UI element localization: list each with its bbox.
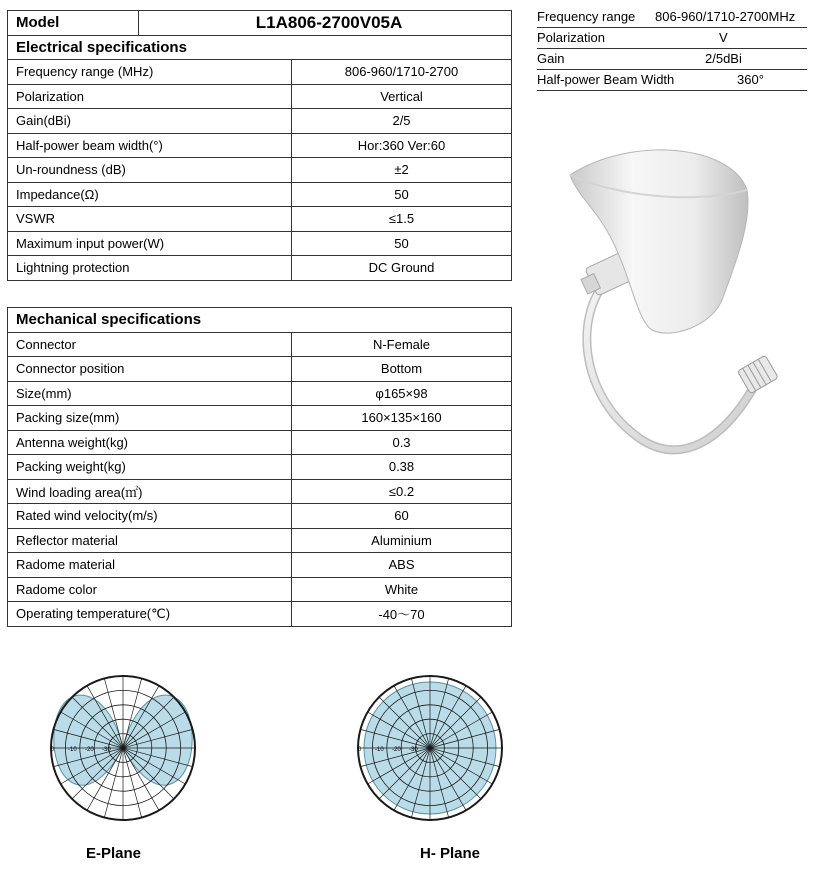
- antenna-product-image: [552, 140, 782, 480]
- spec-label: Connector: [8, 332, 292, 357]
- spec-label: Antenna weight(kg): [8, 430, 292, 455]
- electrical-header-row: [8, 35, 512, 60]
- mechanical-spec-row: [8, 479, 512, 504]
- electrical-spec-row: [8, 133, 512, 158]
- mechanical-spec-row: [8, 332, 512, 357]
- spec-label: Half-power beam width(°): [8, 133, 292, 158]
- electrical-spec-row: [8, 207, 512, 232]
- spec-value: 2/5: [292, 109, 512, 134]
- spec-label: Operating temperature(℃): [8, 602, 292, 627]
- spec-value: White: [292, 577, 512, 602]
- mechanical-header-row: [8, 308, 512, 333]
- spec-value: Aluminium: [292, 528, 512, 553]
- spec-value: 160×135×160: [292, 406, 512, 431]
- spec-value: 0.3: [292, 430, 512, 455]
- spec-label: Impedance(Ω): [8, 182, 292, 207]
- spec-label: Size(mm): [8, 381, 292, 406]
- polar-tick-label: -30: [102, 747, 111, 753]
- electrical-spec-row: [8, 84, 512, 109]
- summary-value: 806-960/1710-2700MHz: [655, 9, 796, 24]
- e-plane-pattern-diagram: [48, 673, 198, 823]
- spec-value: 50: [292, 231, 512, 256]
- spec-label: Gain(dBi): [8, 109, 292, 134]
- spec-value: ABS: [292, 553, 512, 578]
- summary-label: Gain: [537, 51, 565, 66]
- spec-value: DC Ground: [292, 256, 512, 281]
- electrical-spec-row: [8, 182, 512, 207]
- spec-label: Un-roundness (dB): [8, 158, 292, 183]
- spec-value: ±2: [292, 158, 512, 183]
- spec-value: ≤0.2: [292, 479, 512, 504]
- polar-tick-label: -10: [68, 747, 77, 753]
- spec-label: Frequency range (MHz): [8, 60, 292, 85]
- polar-tick-label: -30: [409, 747, 418, 753]
- mechanical-spec-row: [8, 357, 512, 382]
- e-plane-label: E-Plane: [86, 845, 142, 862]
- spec-label: Packing weight(kg): [8, 455, 292, 480]
- mechanical-section-title: Mechanical specifications: [8, 308, 512, 333]
- mechanical-spec-row: [8, 504, 512, 529]
- spec-value: Vertical: [292, 84, 512, 109]
- electrical-spec-row: [8, 60, 512, 85]
- mechanical-spec-row: [8, 553, 512, 578]
- model-label: Model: [8, 11, 139, 36]
- spec-label: Rated wind velocity(m/s): [8, 504, 292, 529]
- spec-label: Radome color: [8, 577, 292, 602]
- mechanical-spec-row: [8, 602, 512, 627]
- spec-label: Wind loading area(㎡): [8, 479, 292, 504]
- mechanical-spec-row: [8, 528, 512, 553]
- polar-tick-label: -10: [375, 747, 384, 753]
- polar-tick-label: 0: [358, 747, 362, 753]
- h-plane-pattern-diagram: [355, 673, 505, 823]
- spec-label: Polarization: [8, 84, 292, 109]
- model-number: L1A806-2700V05A: [139, 11, 512, 36]
- spec-value: 806-960/1710-2700: [292, 60, 512, 85]
- spec-value: φ165×98: [292, 381, 512, 406]
- spec-value: Hor:360 Ver:60: [292, 133, 512, 158]
- electrical-section-title: Electrical specifications: [8, 35, 512, 60]
- spec-label: Maximum input power(W): [8, 231, 292, 256]
- spec-label: Packing size(mm): [8, 406, 292, 431]
- summary-row: [537, 49, 807, 70]
- electrical-spec-table: [7, 10, 512, 281]
- summary-label: Polarization: [537, 30, 605, 45]
- spec-value: 0.38: [292, 455, 512, 480]
- electrical-spec-row: [8, 256, 512, 281]
- spec-value: Bottom: [292, 357, 512, 382]
- electrical-spec-row: [8, 109, 512, 134]
- summary-row: [537, 28, 807, 49]
- spec-label: Reflector material: [8, 528, 292, 553]
- mechanical-spec-table: [7, 307, 512, 627]
- spec-value: -40～70: [292, 602, 512, 627]
- polar-tick-label: 0: [51, 747, 55, 753]
- model-row: [8, 11, 512, 36]
- summary-label: Half-power Beam Width: [537, 72, 675, 87]
- summary-spec-list: [537, 7, 807, 91]
- electrical-spec-row: [8, 158, 512, 183]
- summary-row: [537, 70, 807, 91]
- summary-value: V: [719, 30, 728, 45]
- spec-value: ≤1.5: [292, 207, 512, 232]
- summary-label: Frequency range: [537, 9, 636, 24]
- polar-tick-label: -20: [392, 747, 401, 753]
- electrical-spec-row: [8, 231, 512, 256]
- mechanical-spec-row: [8, 430, 512, 455]
- mechanical-spec-row: [8, 577, 512, 602]
- summary-value: 2/5dBi: [705, 51, 742, 66]
- mechanical-spec-row: [8, 381, 512, 406]
- spec-value: N-Female: [292, 332, 512, 357]
- spec-label: VSWR: [8, 207, 292, 232]
- mechanical-spec-row: [8, 455, 512, 480]
- h-plane-label: H- Plane: [420, 845, 481, 862]
- spec-label: Connector position: [8, 357, 292, 382]
- summary-value: 360°: [737, 72, 764, 87]
- spec-label: Lightning protection: [8, 256, 292, 281]
- spec-value: 60: [292, 504, 512, 529]
- polar-tick-label: -20: [85, 747, 94, 753]
- summary-row: [537, 7, 807, 28]
- spec-label: Radome material: [8, 553, 292, 578]
- spec-value: 50: [292, 182, 512, 207]
- mechanical-spec-row: [8, 406, 512, 431]
